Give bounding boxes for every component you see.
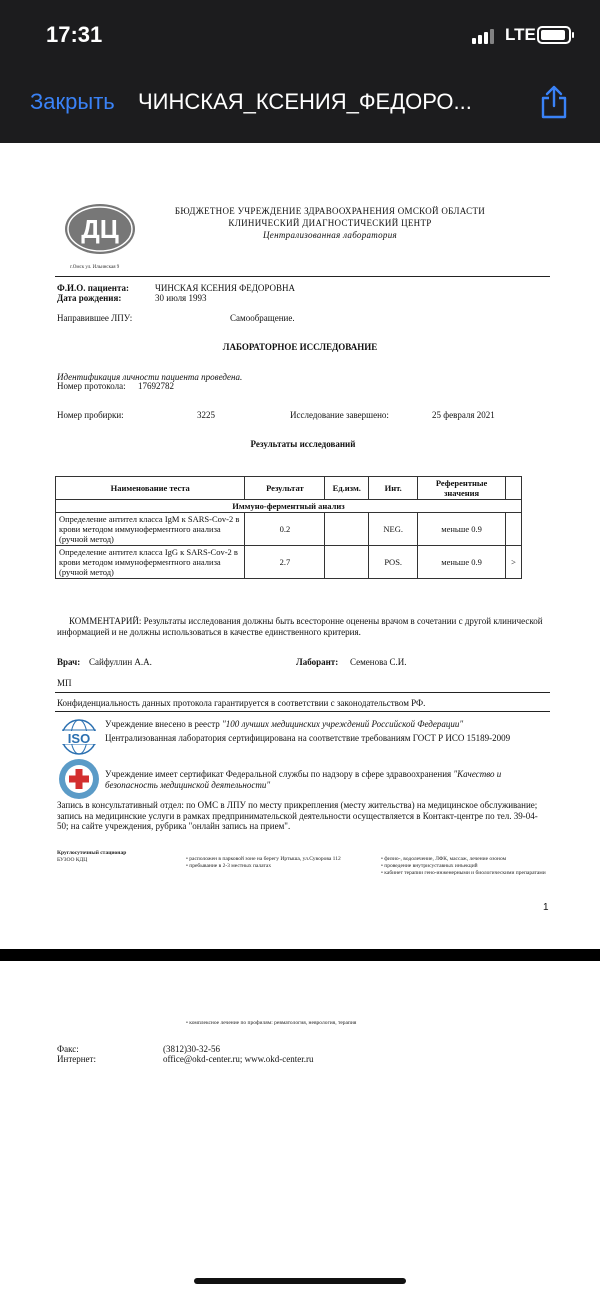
test-interp: NEG. <box>369 513 418 546</box>
referral-label: Направившее ЛПУ: <box>57 313 133 323</box>
doctor-label: Врач: <box>57 657 81 667</box>
page2-note: • комплексное лечение по профилям: ревматология, неврология, терапия <box>186 1020 357 1026</box>
home-indicator[interactable] <box>194 1278 406 1284</box>
test-flag: > <box>505 546 521 579</box>
stamp-label: МП <box>57 678 72 688</box>
dob: 30 июля 1993 <box>155 293 207 303</box>
completed-date: 25 февраля 2021 <box>432 410 495 420</box>
test-name: Определение антител класса IgG к SARS-Cov-2 в крови методом иммуноферментного анализа (ручной метод) <box>56 546 245 579</box>
identification-note: Идентификация личности пациента проведена. <box>57 372 243 382</box>
group-row <box>56 500 522 513</box>
header-line-1: БЮДЖЕТНОЕ УЧРЕЖДЕНИЕ ЗДРАВООХРАНЕНИЯ ОМСКОЙ ОБЛАСТИ <box>174 206 486 216</box>
test-unit <box>325 513 369 546</box>
logo-address: г.Омск ул. Ильинская 9 <box>70 265 120 270</box>
hospital-features-2: • физио-, водолечение, ЛФК, массаж, лечение озоном • проведение внутрисуставных инъекций • кабинет терапии гено-инженерными и биологическими препаратами <box>381 856 546 876</box>
logo-text: ДЦ <box>81 214 119 244</box>
test-reference: меньше 0.9 <box>418 513 506 546</box>
results-table <box>55 476 522 579</box>
col-header-name: Наименование теста <box>56 477 245 500</box>
pdf-page-1[interactable] <box>0 143 600 949</box>
divider <box>55 711 550 712</box>
dob-label: Дата рождения: <box>57 293 122 303</box>
network-type: LTE <box>505 25 536 44</box>
hospital-org: БУЗОО КДЦ <box>57 857 88 863</box>
registry-note: Учреждение внесено в реестр "100 лучших медицинских учреждений Российской Федерации" <box>105 719 464 729</box>
col-header-unit: Ед.изм. <box>325 477 369 500</box>
referral: Самообращение. <box>230 313 295 323</box>
test-interp: POS. <box>369 546 418 579</box>
doctor-name: Сайфуллин А.А. <box>89 657 152 667</box>
col-header-result: Результат <box>245 477 325 500</box>
signal-icon <box>472 28 494 44</box>
hospital-features-1: • расположен в парковой зоне на берегу Иртыша, ул.Суворова 112 • пребывание в 2-3 местных палатах <box>186 856 341 869</box>
page-number: 1 <box>543 902 549 913</box>
document-title: ЧИНСКАЯ_КСЕНИЯ_ФЕДОРО... <box>138 89 472 114</box>
fax-value: (3812)30-32-56 <box>163 1044 220 1054</box>
table-header-row <box>56 477 522 500</box>
col-header-flag <box>505 477 521 500</box>
test-name: Определение антител класса IgM к SARS-Cov-2 в крови методом иммуноферментного анализа (ручной метод) <box>56 513 245 546</box>
tube-label: Номер пробирки: <box>57 410 124 420</box>
completed-label: Исследование завершено: <box>290 410 389 420</box>
battery-icon <box>537 26 571 44</box>
nav-bar <box>0 70 600 143</box>
confidentiality-note: Конфиденциальность данных протокола гарантируется в соответствии с законодательством РФ. <box>57 698 426 708</box>
quality-certificate-icon <box>57 757 101 801</box>
test-reference: меньше 0.9 <box>418 546 506 579</box>
comment: КОММЕНТАРИЙ: Результаты исследования должны быть всесторонне оценены врачом в сочетании с другой клинической информацией и не должны использоваться в качестве единственного критерия. <box>57 616 543 637</box>
booking-info: Запись в консультативный отдел: по ОМС в ЛПУ по месту прикрепления (месту жительства) на медицинское обслуживание; запись на медицинские услуги в рамках предпринимательской деятельности осуществляется в Контакт-центре по тел. 39-04-50; на сайте учреждения, рубрика "онлайн запись на прием". <box>57 800 538 831</box>
iso-note: Централизованная лаборатория сертифицирована на соответствие требованиям ГОСТ Р ИСО 15189-2009 <box>105 733 511 743</box>
status-bar <box>0 0 600 70</box>
patient-name: ЧИНСКАЯ КСЕНИЯ ФЕДОРОВНА <box>155 283 296 293</box>
group-label: Иммуно-ферментный анализ <box>56 500 522 513</box>
federal-note: Учреждение имеет сертификат Федеральной службы по надзору в сфере здравоохранения "Качество и безопасность медицинской деятельности" <box>105 769 502 790</box>
close-button[interactable]: Закрыть <box>30 89 115 114</box>
internet-label: Интернет: <box>57 1054 96 1064</box>
col-header-interp: Инт. <box>369 477 418 500</box>
iso-icon <box>57 718 101 756</box>
iso-label: ISO <box>67 731 91 746</box>
results-title: Результаты исследований <box>250 439 356 449</box>
lab-name: Семенова С.И. <box>350 657 407 667</box>
institution-header <box>160 205 500 241</box>
protocol-label: Номер протокола: <box>57 381 126 391</box>
internet-value[interactable]: office@okd-center.ru; www.okd-center.ru <box>163 1054 314 1064</box>
header-line-3: Централизованная лаборатория <box>262 230 397 240</box>
fax-label: Факс: <box>57 1044 79 1054</box>
doc-title: ЛАБОРАТОРНОЕ ИССЛЕДОВАНИЕ <box>222 342 378 352</box>
protocol-number: 17692782 <box>138 381 174 391</box>
pdf-page-2[interactable] <box>0 961 600 1297</box>
kdc-logo-icon <box>64 203 136 255</box>
test-result: 2.7 <box>245 546 325 579</box>
patient-name-label: Ф.И.О. пациента: <box>57 283 129 293</box>
divider <box>55 692 550 693</box>
hospital-title: Круглосуточный стационар <box>57 850 127 856</box>
tube-number: 3225 <box>197 410 215 420</box>
lab-label: Лаборант: <box>296 657 339 667</box>
table-row <box>56 513 522 546</box>
col-header-reference: Референтные значения <box>418 477 506 500</box>
header-line-2: КЛИНИЧЕСКИЙ ДИАГНОСТИЧЕСКИЙ ЦЕНТР <box>228 218 432 228</box>
table-row <box>56 546 522 579</box>
test-result: 0.2 <box>245 513 325 546</box>
divider <box>55 276 550 277</box>
share-icon[interactable] <box>538 84 570 120</box>
test-unit <box>325 546 369 579</box>
test-flag <box>505 513 521 546</box>
status-time: 17:31 <box>46 22 103 47</box>
